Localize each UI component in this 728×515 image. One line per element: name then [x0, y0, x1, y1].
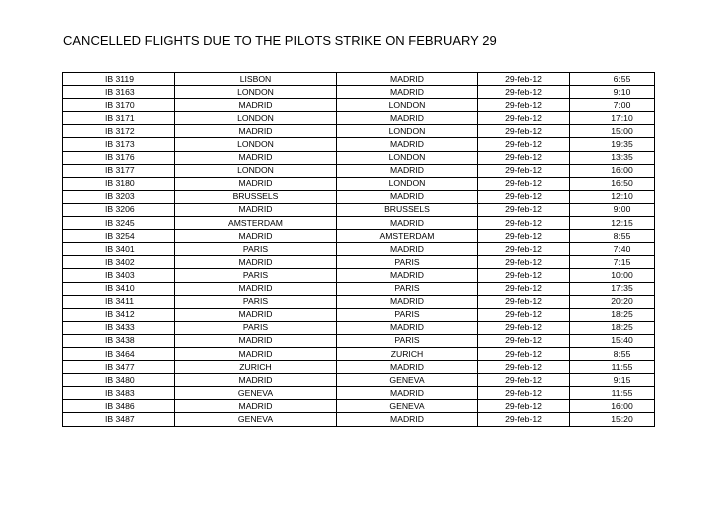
departure-time-cell: 17:35: [570, 282, 655, 295]
date-cell: 29-feb-12: [478, 321, 570, 334]
table-row: [63, 217, 655, 230]
date-cell: 29-feb-12: [478, 243, 570, 256]
destination-cell: MADRID: [337, 269, 478, 282]
date-cell: 29-feb-12: [478, 334, 570, 347]
origin-cell: PARIS: [175, 269, 337, 282]
table-row: [63, 177, 655, 190]
flight-number-cell: IB 3402: [63, 256, 175, 269]
date-cell: 29-feb-12: [478, 203, 570, 216]
destination-cell: ZURICH: [337, 347, 478, 360]
flight-number-cell: IB 3171: [63, 112, 175, 125]
table-row: [63, 112, 655, 125]
departure-time-cell: 10:00: [570, 269, 655, 282]
table-row: [63, 387, 655, 400]
departure-time-cell: 6:55: [570, 73, 655, 86]
cancelled-flights-table: [62, 72, 655, 427]
departure-time-cell: 12:15: [570, 217, 655, 230]
date-cell: 29-feb-12: [478, 230, 570, 243]
table-row: [63, 347, 655, 360]
destination-cell: MADRID: [337, 217, 478, 230]
destination-cell: GENEVA: [337, 400, 478, 413]
origin-cell: MADRID: [175, 347, 337, 360]
flight-number-cell: IB 3245: [63, 217, 175, 230]
destination-cell: PARIS: [337, 282, 478, 295]
origin-cell: ZURICH: [175, 361, 337, 374]
origin-cell: MADRID: [175, 400, 337, 413]
flight-number-cell: IB 3438: [63, 334, 175, 347]
origin-cell: LONDON: [175, 164, 337, 177]
departure-time-cell: 16:00: [570, 400, 655, 413]
origin-cell: MADRID: [175, 99, 337, 112]
origin-cell: LISBON: [175, 73, 337, 86]
table-row: [63, 282, 655, 295]
date-cell: 29-feb-12: [478, 295, 570, 308]
flight-number-cell: IB 3119: [63, 73, 175, 86]
departure-time-cell: 16:50: [570, 177, 655, 190]
departure-time-cell: 17:10: [570, 112, 655, 125]
date-cell: 29-feb-12: [478, 347, 570, 360]
departure-time-cell: 13:35: [570, 151, 655, 164]
destination-cell: MADRID: [337, 164, 478, 177]
destination-cell: MADRID: [337, 243, 478, 256]
flight-number-cell: IB 3206: [63, 203, 175, 216]
table-row: [63, 203, 655, 216]
destination-cell: MADRID: [337, 112, 478, 125]
departure-time-cell: 11:55: [570, 361, 655, 374]
destination-cell: MADRID: [337, 86, 478, 99]
origin-cell: MADRID: [175, 203, 337, 216]
departure-time-cell: 19:35: [570, 138, 655, 151]
table-row: [63, 334, 655, 347]
flight-number-cell: IB 3480: [63, 374, 175, 387]
flight-number-cell: IB 3410: [63, 282, 175, 295]
date-cell: 29-feb-12: [478, 217, 570, 230]
table-row: [63, 361, 655, 374]
departure-time-cell: 11:55: [570, 387, 655, 400]
flight-number-cell: IB 3173: [63, 138, 175, 151]
table-row: [63, 138, 655, 151]
departure-time-cell: 8:55: [570, 230, 655, 243]
departure-time-cell: 7:40: [570, 243, 655, 256]
table-row: [63, 256, 655, 269]
flight-number-cell: IB 3177: [63, 164, 175, 177]
date-cell: 29-feb-12: [478, 73, 570, 86]
date-cell: 29-feb-12: [478, 151, 570, 164]
departure-time-cell: 7:00: [570, 99, 655, 112]
flight-number-cell: IB 3176: [63, 151, 175, 164]
departure-time-cell: 20:20: [570, 295, 655, 308]
flight-number-cell: IB 3170: [63, 99, 175, 112]
flight-number-cell: IB 3172: [63, 125, 175, 138]
flight-number-cell: IB 3433: [63, 321, 175, 334]
date-cell: 29-feb-12: [478, 125, 570, 138]
destination-cell: LONDON: [337, 125, 478, 138]
date-cell: 29-feb-12: [478, 269, 570, 282]
departure-time-cell: 16:00: [570, 164, 655, 177]
date-cell: 29-feb-12: [478, 99, 570, 112]
table-row: [63, 125, 655, 138]
flight-number-cell: IB 3411: [63, 295, 175, 308]
date-cell: 29-feb-12: [478, 138, 570, 151]
flight-number-cell: IB 3401: [63, 243, 175, 256]
date-cell: 29-feb-12: [478, 400, 570, 413]
flight-number-cell: IB 3254: [63, 230, 175, 243]
table-row: [63, 86, 655, 99]
table-row: [63, 400, 655, 413]
origin-cell: AMSTERDAM: [175, 217, 337, 230]
origin-cell: MADRID: [175, 334, 337, 347]
origin-cell: GENEVA: [175, 413, 337, 426]
flight-number-cell: IB 3486: [63, 400, 175, 413]
flight-number-cell: IB 3483: [63, 387, 175, 400]
destination-cell: MADRID: [337, 321, 478, 334]
date-cell: 29-feb-12: [478, 413, 570, 426]
destination-cell: BRUSSELS: [337, 203, 478, 216]
table-row: [63, 190, 655, 203]
origin-cell: MADRID: [175, 230, 337, 243]
date-cell: 29-feb-12: [478, 177, 570, 190]
origin-cell: MADRID: [175, 177, 337, 190]
departure-time-cell: 18:25: [570, 321, 655, 334]
table-row: [63, 269, 655, 282]
flight-number-cell: IB 3163: [63, 86, 175, 99]
table-row: [63, 151, 655, 164]
flight-number-cell: IB 3477: [63, 361, 175, 374]
table-row: [63, 73, 655, 86]
flight-number-cell: IB 3180: [63, 177, 175, 190]
origin-cell: GENEVA: [175, 387, 337, 400]
flight-number-cell: IB 3464: [63, 347, 175, 360]
origin-cell: MADRID: [175, 308, 337, 321]
origin-cell: BRUSSELS: [175, 190, 337, 203]
departure-time-cell: 15:00: [570, 125, 655, 138]
departure-time-cell: 18:25: [570, 308, 655, 321]
destination-cell: GENEVA: [337, 374, 478, 387]
destination-cell: PARIS: [337, 308, 478, 321]
table-row: [63, 321, 655, 334]
departure-time-cell: 9:15: [570, 374, 655, 387]
origin-cell: PARIS: [175, 295, 337, 308]
destination-cell: MADRID: [337, 138, 478, 151]
destination-cell: LONDON: [337, 151, 478, 164]
origin-cell: PARIS: [175, 243, 337, 256]
destination-cell: MADRID: [337, 387, 478, 400]
table-row: [63, 243, 655, 256]
date-cell: 29-feb-12: [478, 374, 570, 387]
origin-cell: PARIS: [175, 321, 337, 334]
date-cell: 29-feb-12: [478, 256, 570, 269]
origin-cell: MADRID: [175, 151, 337, 164]
table-row: [63, 164, 655, 177]
date-cell: 29-feb-12: [478, 164, 570, 177]
origin-cell: LONDON: [175, 138, 337, 151]
flight-number-cell: IB 3403: [63, 269, 175, 282]
flight-number-cell: IB 3487: [63, 413, 175, 426]
table-row: [63, 230, 655, 243]
origin-cell: LONDON: [175, 112, 337, 125]
table-row: [63, 99, 655, 112]
table-row: [63, 295, 655, 308]
destination-cell: AMSTERDAM: [337, 230, 478, 243]
flight-number-cell: IB 3203: [63, 190, 175, 203]
departure-time-cell: 15:40: [570, 334, 655, 347]
destination-cell: MADRID: [337, 190, 478, 203]
destination-cell: LONDON: [337, 177, 478, 190]
departure-time-cell: 9:00: [570, 203, 655, 216]
departure-time-cell: 9:10: [570, 86, 655, 99]
departure-time-cell: 15:20: [570, 413, 655, 426]
origin-cell: MADRID: [175, 256, 337, 269]
date-cell: 29-feb-12: [478, 308, 570, 321]
destination-cell: PARIS: [337, 256, 478, 269]
destination-cell: PARIS: [337, 334, 478, 347]
departure-time-cell: 8:55: [570, 347, 655, 360]
origin-cell: MADRID: [175, 125, 337, 138]
flight-number-cell: IB 3412: [63, 308, 175, 321]
table-row: [63, 374, 655, 387]
table-row: [63, 308, 655, 321]
flights-table-body: [63, 73, 655, 427]
document-title: CANCELLED FLIGHTS DUE TO THE PILOTS STRIKE ON FEBRUARY 29: [63, 33, 497, 48]
origin-cell: MADRID: [175, 282, 337, 295]
destination-cell: MADRID: [337, 73, 478, 86]
date-cell: 29-feb-12: [478, 190, 570, 203]
destination-cell: MADRID: [337, 295, 478, 308]
table-row: [63, 413, 655, 426]
destination-cell: LONDON: [337, 99, 478, 112]
destination-cell: MADRID: [337, 361, 478, 374]
date-cell: 29-feb-12: [478, 361, 570, 374]
destination-cell: MADRID: [337, 413, 478, 426]
date-cell: 29-feb-12: [478, 282, 570, 295]
departure-time-cell: 7:15: [570, 256, 655, 269]
departure-time-cell: 12:10: [570, 190, 655, 203]
date-cell: 29-feb-12: [478, 112, 570, 125]
date-cell: 29-feb-12: [478, 387, 570, 400]
date-cell: 29-feb-12: [478, 86, 570, 99]
origin-cell: MADRID: [175, 374, 337, 387]
origin-cell: LONDON: [175, 86, 337, 99]
